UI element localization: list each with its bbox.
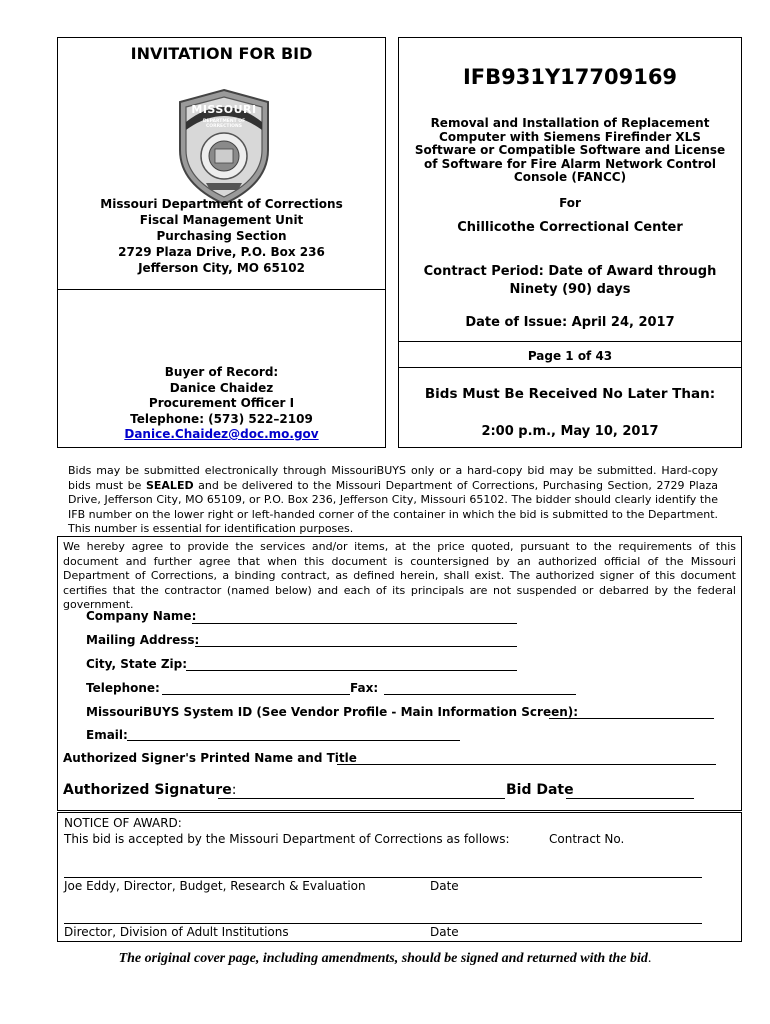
award-accepted-text: This bid is accepted by the Missouri Department of Corrections as follows: [64,832,510,846]
date-2-label: Date [430,925,459,939]
sealed-emphasis: SEALED [145,478,194,492]
agency-line: 2729 Plaza Drive, P.O. Box 236 [118,245,325,259]
footer-note [0,951,770,967]
deadline-label: Bids Must Be Received No Later Than: [424,386,716,402]
deadline-time: 2:00 p.m., May 10, 2017 [481,424,659,439]
signature-label [63,782,236,798]
signature-field[interactable] [218,798,505,799]
divider [58,289,385,290]
invitation-title: INVITATION FOR BID [130,44,313,63]
submission-instructions [68,464,718,537]
divider [399,367,741,368]
signature-colon: : [231,782,237,798]
system-id-label: MissouriBUYS System ID (See Vendor Profile - Main Information Screen): [86,705,579,719]
ifb-number: IFB931Y17709169 [462,65,678,89]
facility-name: Chillicothe Correctional Center [457,220,683,235]
agreement-text: We hereby agree to provide the services and/or items, at the price quoted, pursuant to the requirements of this document and further agree that when this document is countersigned by an authorized official of the Missouri Department of Corrections, a binding contract, as defined herein, shall exist. The authorized signer of this document certifies that the contractor (named below) and each of its principals are not suspended or debarred by the federal government. [63,540,736,611]
submission-text-1: Bids may be submitted electronically through MissouriBUYS only or a hard-copy bid may be submitted. Hard-copy bids must be [68,464,718,492]
footer-period: . [647,951,652,966]
fax-field[interactable] [384,694,576,695]
buyer-label: Buyer of Record: [164,365,279,379]
email-label: Email: [86,728,128,742]
agency-line: Missouri Department of Corrections [100,197,343,211]
signer-name-label: Authorized Signer's Printed Name and Title [63,751,357,765]
bid-description: Removal and Installation of Replacement Computer with Siemens Firefinder XLS Software or Compatible Software and License of Software for Fire Alarm Network Control Console (FANCC) [414,116,726,184]
email-field[interactable] [127,740,460,741]
notice-of-award-section [57,812,742,942]
page-number: Page 1 of 43 [527,349,613,363]
buyer-phone: Telephone: (573) 522–2109 [130,411,313,426]
seal-sub-text: DEPARTMENT OF CORRECTIONS [202,119,246,129]
footer-note-text: The original cover page, including amendments, should be signed and returned with the bid [118,951,648,966]
issuer-panel [57,37,386,448]
signer-name-field[interactable] [337,764,716,765]
for-label: For [559,196,581,210]
mailing-address-label: Mailing Address: [86,633,200,647]
bid-date-label: Bid Date [506,782,574,798]
buyer-of-record [58,365,385,443]
fax-label: Fax: [350,681,379,695]
telephone-field[interactable] [162,694,350,695]
telephone-label: Telephone: [86,681,160,695]
missouri-doc-seal [176,88,272,206]
vendor-agreement-section [57,536,742,811]
city-state-zip-field[interactable] [186,670,517,671]
agency-line: Fiscal Management Unit [139,213,304,227]
company-name-field[interactable] [192,623,517,624]
buyer-title: Procurement Officer I [148,396,295,410]
city-state-zip-label: City, State Zip: [86,657,188,671]
agency-address [58,196,385,276]
issue-date: Date of Issue: April 24, 2017 [465,315,675,330]
company-name-label: Company Name: [86,609,197,623]
buyer-email-link[interactable]: Danice.Chaidez@doc.mo.gov [124,427,319,441]
agency-line: Jefferson City, MO 65102 [138,261,305,275]
signer-2-label: Director, Division of Adult Institutions [64,925,289,939]
solicitation-panel [398,37,742,448]
agency-line: Purchasing Section [156,229,287,243]
divider [399,341,741,342]
signature-line-1[interactable] [64,877,702,878]
contract-no-label: Contract No. [549,832,625,846]
date-1-label: Date [430,879,459,893]
contract-period: Contract Period: Date of Award through Ninety (90) days [423,264,717,297]
signature-line-2[interactable] [64,923,702,924]
submission-text-2: and be delivered to the Missouri Department of Corrections, Purchasing Section, 2729 Plaza Drive, Jefferson City, MO 65109, or P.O. Box 236, Jefferson City, Missouri 65102. The bidder should clearly identify the IFB number on the lower right or left-handed corner of the container in which the bid is submitted to the Department. This number is essential for identification purposes. [68,478,718,535]
award-title: NOTICE OF AWARD: [64,816,182,830]
bid-date-field[interactable] [566,798,694,799]
buyer-name: Danice Chaidez [169,380,274,395]
system-id-field[interactable] [549,718,714,719]
signature-label-text: Authorized Signature [63,782,232,798]
mailing-address-field[interactable] [195,646,517,647]
signer-1-label: Joe Eddy, Director, Budget, Research & Evaluation [64,879,366,893]
seal-top-text: MISSOURI [191,103,257,116]
